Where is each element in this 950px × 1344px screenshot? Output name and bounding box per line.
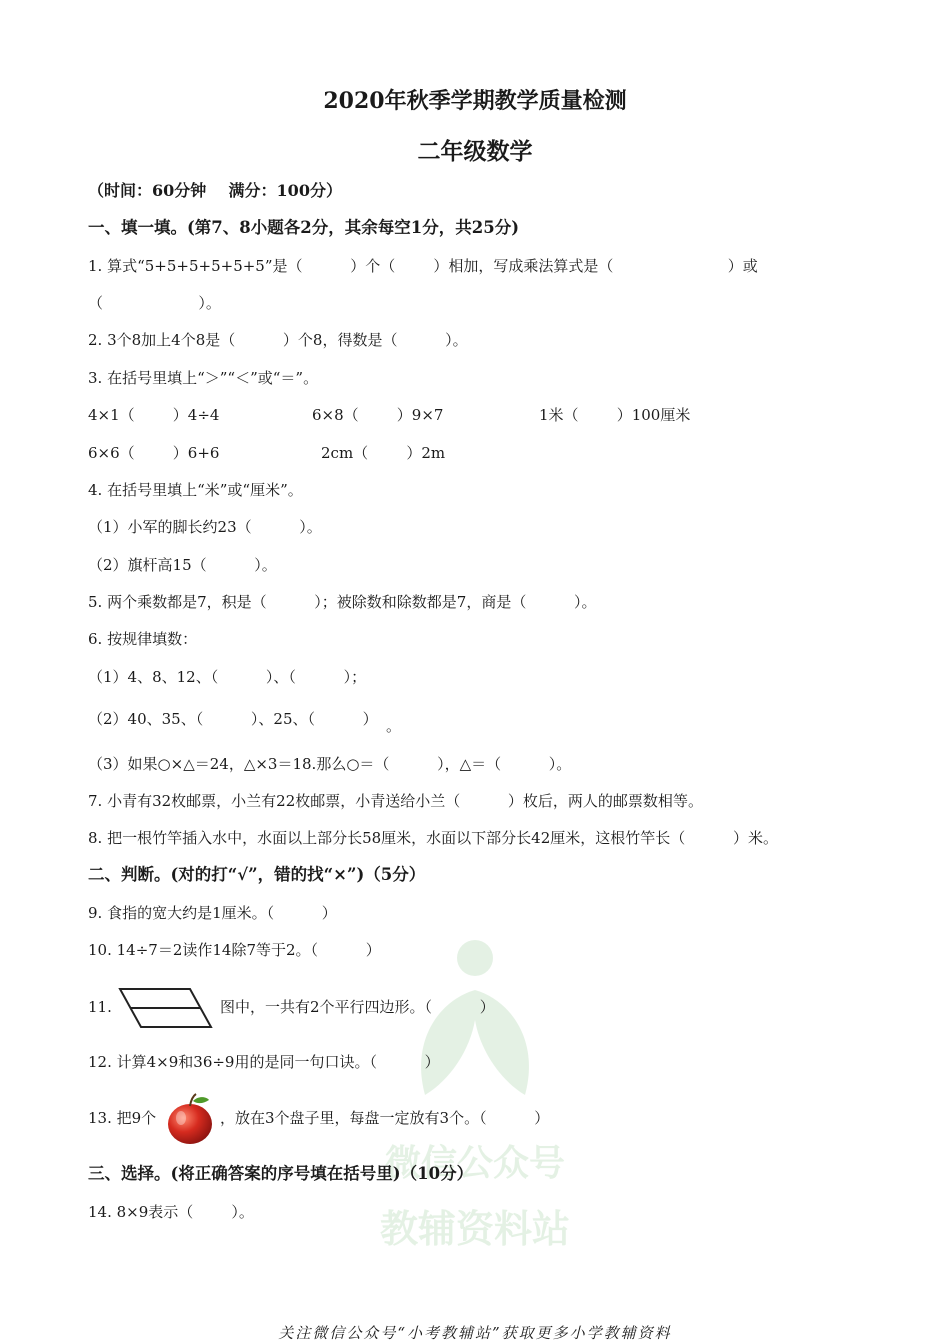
question-1-cont: （ ）。 xyxy=(88,294,221,312)
question-6: 6. 按规律填数： xyxy=(88,630,198,648)
compare-item: 4×1（ ）4÷4 xyxy=(88,406,220,424)
question-13-post: ，放在3个盘子里，每盘一定放有3个。（ ） xyxy=(220,1109,550,1127)
question-4: 4. 在括号里填上“米”或“厘米”。 xyxy=(88,481,303,499)
question-11-number: 11. xyxy=(88,998,112,1016)
question-3: 3. 在括号里填上“＞”“＜”或“＝”。 xyxy=(88,369,319,387)
footer-note: 关注微信公众号“小考教辅站”获取更多小学教辅资料 xyxy=(278,1324,672,1342)
watermark-logo-icon xyxy=(350,930,600,1110)
compare-item: 2cm（ ）2m xyxy=(321,444,446,462)
exam-meta: （时间：60分钟 满分：100分） xyxy=(88,181,342,200)
exam-title: 2020年秋季学期教学质量检测 xyxy=(323,88,627,114)
question-8: 8. 把一根竹竿插入水中，水面以上部分长58厘米，水面以下部分长42厘米，这根竹竿长（ ）米。 xyxy=(88,829,778,847)
question-6-2-dot: 。 xyxy=(386,717,402,735)
parallelogram-figure xyxy=(118,986,214,1030)
question-6-1: （1）4、8、12、（ ）、（ ）； xyxy=(88,668,367,686)
question-5: 5. 两个乘数都是7，积是（ ）；被除数和除数都是7，商是（ ）。 xyxy=(88,593,597,611)
section3-heading: 三、选择。(将正确答案的序号填在括号里)（10分） xyxy=(88,1164,474,1183)
question-11: 图中，一共有2个平行四边形。（ ） xyxy=(220,998,495,1016)
watermark xyxy=(350,930,600,1250)
section1-heading: 一、填一填。(第7、8小题各2分，其余每空1分，共25分) xyxy=(88,218,519,237)
compare-item: 1米（ ）100厘米 xyxy=(539,406,691,424)
compare-item: 6×6（ ）6+6 xyxy=(88,444,220,462)
compare-item: 6×8（ ）9×7 xyxy=(312,406,444,424)
question-6-2: （2）40、35、（ ）、25、（ ） xyxy=(88,710,378,728)
question-4-2: （2）旗杆高15（ ）。 xyxy=(88,556,277,574)
question-14: 14. 8×9表示（ ）。 xyxy=(88,1203,254,1221)
question-12: 12. 计算4×9和36÷9用的是同一句口诀。（ ） xyxy=(88,1053,440,1071)
exam-subtitle: 二年级数学 xyxy=(417,138,533,165)
question-1: 1. 算式“5+5+5+5+5+5”是（ ）个（ ）相加，写成乘法算式是（ ）或 xyxy=(88,257,758,275)
watermark-line1: 微信公众号 xyxy=(384,1143,565,1184)
question-2: 2. 3个8加上4个8是（ ）个8，得数是（ ）。 xyxy=(88,331,468,349)
question-13-pre: 13. 把9个 xyxy=(88,1109,157,1127)
question-7: 7. 小青有32枚邮票，小兰有22枚邮票，小青送给小兰（ ）枚后，两人的邮票数相等。 xyxy=(88,792,703,810)
question-10: 10. 14÷7＝2读作14除7等于2。（ ） xyxy=(88,941,381,959)
apple-icon xyxy=(165,1092,215,1146)
question-9: 9. 食指的宽大约是1厘米。（ ） xyxy=(88,904,337,922)
section2-heading: 二、判断。(对的打“√”，错的找“×”)（5分） xyxy=(88,865,426,884)
watermark-line2: 教辅资料站 xyxy=(379,1207,570,1251)
question-4-1: （1）小军的脚长约23（ ）。 xyxy=(88,518,322,536)
question-6-3: （3）如果○×△＝24，△×3＝18.那么○＝（ ），△＝（ ）。 xyxy=(88,755,572,773)
